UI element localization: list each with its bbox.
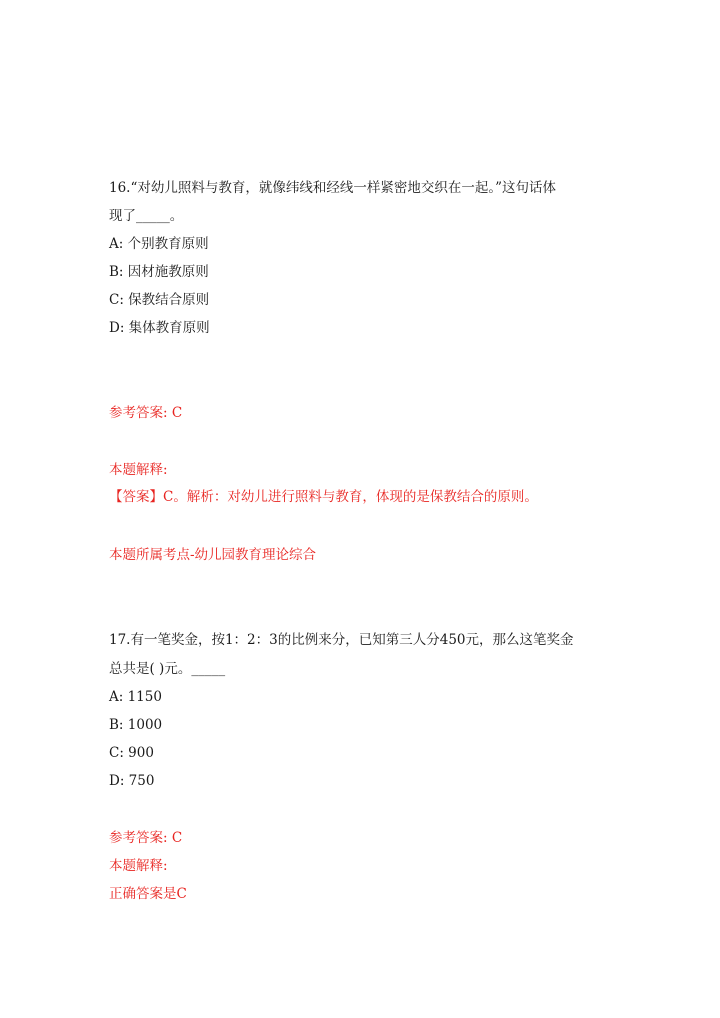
question-16-answer: 参考答案: C	[109, 405, 183, 421]
question-16-explanation: 【答案】C。解析：对幼儿进行照料与教育，体现的是保教结合的原则。	[109, 489, 538, 505]
question-16-option-d: D: 集体教育原则	[109, 320, 210, 336]
question-17-answer: 参考答案: C	[109, 830, 183, 846]
question-16-topic: 本题所属考点-幼儿园教育理论综合	[109, 547, 317, 563]
question-16-option-c: C: 保教结合原则	[109, 292, 210, 308]
question-17-explanation-label: 本题解释:	[109, 858, 168, 874]
question-16-stem-line2: 现了_____。	[109, 208, 184, 224]
question-17-stem-line1: 17.有一笔奖金，按1：2：3的比例来分，已知第三人分450元，那么这笔奖金	[109, 632, 574, 648]
question-17-option-a: A: 1150	[109, 689, 162, 705]
question-16-option-b: B: 因材施教原则	[109, 264, 209, 280]
question-17-option-d: D: 750	[109, 773, 155, 789]
question-17-option-c: C: 900	[109, 745, 154, 761]
question-17-option-b: B: 1000	[109, 717, 163, 733]
question-17-stem-line2: 总共是( )元。_____	[109, 661, 226, 677]
question-17-explanation: 正确答案是C	[109, 886, 187, 902]
question-16-option-a: A: 个别教育原则	[109, 236, 209, 252]
question-16-stem-line1: 16.“对幼儿照料与教育，就像纬线和经线一样紧密地交织在一起。”这句话体	[109, 180, 557, 196]
question-16-explanation-label: 本题解释:	[109, 462, 168, 478]
